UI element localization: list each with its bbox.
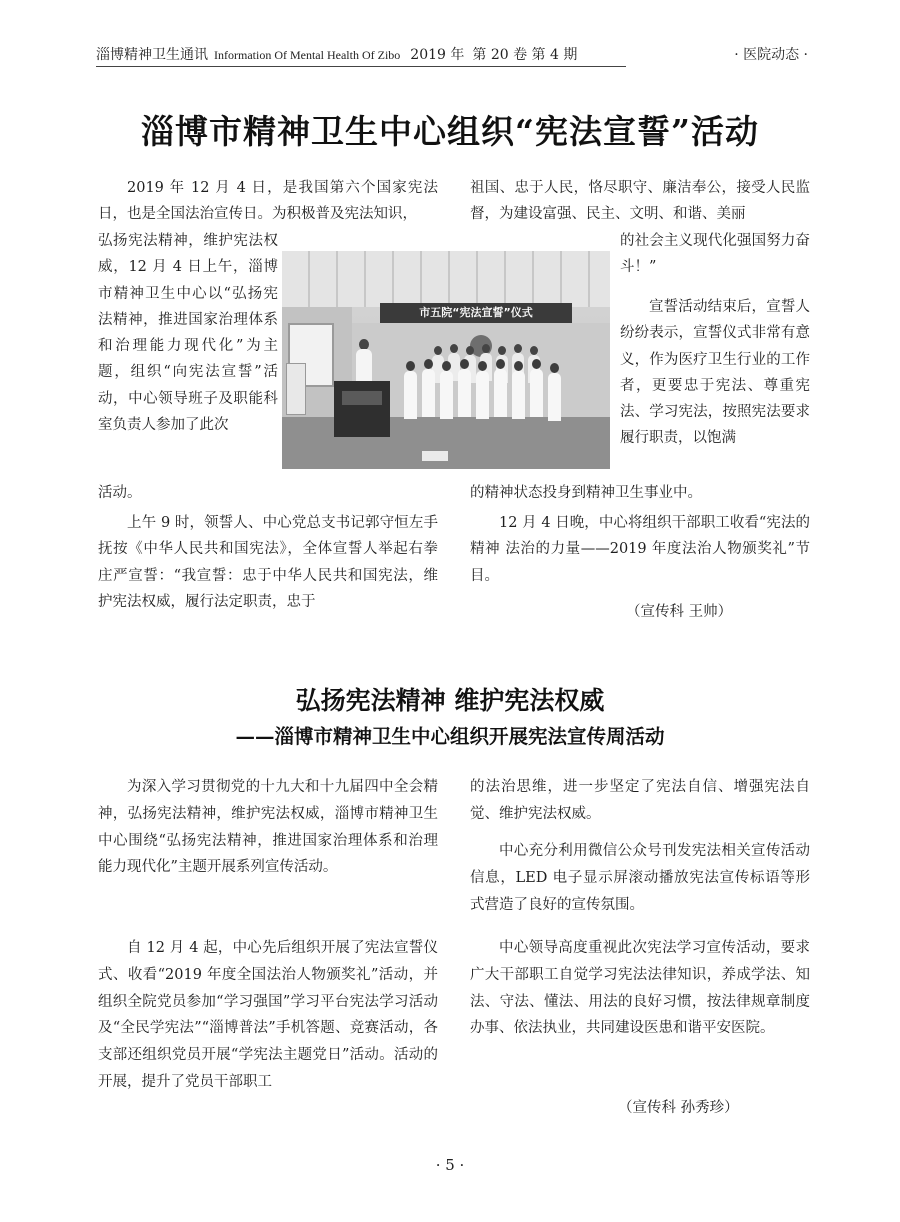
article1-left-p1-end: 活动。 [98,485,142,501]
journal-name-cn: 淄博精神卫生通讯 [96,47,208,63]
photo-person [476,371,489,419]
photo-air-conditioner [286,363,306,415]
article1-signature: （宣传科 王帅） [626,604,733,620]
photo-banner: 市五院“宪法宣誓”仪式 [380,303,572,323]
page-number: · 5 · [435,1156,465,1174]
photo-person [530,369,543,417]
photo-person [422,369,435,417]
header-divider [96,66,626,67]
article1-left-p2: 上午 9 时，领誓人、中心党总支书记郭守恒左手抚按《中华人民共和国宪法》，全体宣誓人举起右拳庄严宣誓：“我宣誓：忠于中华人民共和国宪法，维护宪法权威，履行法定职责，忠于 [98,515,438,610]
journal-volume-issue: 第 20 卷 第 4 期 [472,47,578,63]
photo-ceiling [282,251,610,307]
photo-person [458,369,471,417]
article1-right-p1-wrap: 的社会主义现代化强国努力奋斗！” [620,233,810,276]
article2-right-p3: 中心领导高度重视此次宪法学习宣传活动，要求广大干部职工自觉学习宪法法律知识，养成学法、知法、守法、懂法、用法的良好习惯，按法律规章制度办事、依法执业，共同建设医患和谐平安医院。 [470,940,810,1037]
article1-right-p2-end: 的精神状态投身到精神卫生事业中。 [470,485,702,501]
photo-person [440,371,453,419]
article1-right-p2-wrap: 宣誓活动结束后，宣誓人纷纷表示，宣誓仪式非常有意义，作为医疗卫生行业的工作者，更要忠于宪法、尊重宪法、学习宪法，按照宪法要求履行职责，以饱满 [620,299,810,447]
article1-left-p1-full: 2019 年 12 月 4 日，是我国第六个国家宪法日，也是全国法治宣传日。为积极普及宪法知识， [98,180,438,223]
photo-person [404,371,417,419]
section-label: · 医院动态 · [734,47,808,63]
photo-floor-box [422,451,448,461]
photo-floor [282,417,610,469]
photo-person [548,373,561,421]
journal-year: 2019 年 [410,47,465,63]
oath-ceremony-photo [282,251,610,469]
article2-signature: （宣传科 孙秀珍） [618,1100,739,1116]
photo-podium-plaque [342,391,382,405]
journal-name-en: Information Of Mental Health Of Zibo [214,48,401,62]
photo-podium [334,381,390,437]
article2-left-p1: 为深入学习贯彻党的十九大和十九届四中全会精神，弘扬宪法精神，维护宪法权威，淄博市精神卫生中心围绕“弘扬宪法精神，推进国家治理体系和治理能力现代化”主题开展系列宣传活动。 [98,779,438,876]
article2-right-p1: 的法治思维，进一步坚定了宪法自信、增强宪法自觉、维护宪法权威。 [470,779,810,822]
article2-left-p2: 自 12 月 4 起，中心先后组织开展了宪法宣誓仪式、收看“2019 年度全国法治人物颁奖礼”活动，并组织全院党员参加“学习强国”学习平台宪法学习活动及“全民学宪法”“淄博普法”手机答题、竞赛活动，各支部还组织党员开展“学宪法主题党日”活动。活动的开展，提升了党员干部职工 [98,940,438,1090]
article1-title: 淄博市精神卫生中心组织“宪法宣誓”活动 [141,112,759,151]
article2-title: 弘扬宪法精神 维护宪法权威 [295,686,605,715]
article2-subtitle: ——淄博市精神卫生中心组织开展宪法宣传周活动 [235,725,665,748]
article1-right-p1-full: 祖国、忠于人民，恪尽职守、廉洁奉公，接受人民监督，为建设富强、民主、文明、和谐、美丽 [470,180,810,223]
photo-speaker [356,349,372,383]
article1-left-p1-wrap: 弘扬宪法精神，维护宪法权威，12 月 4 日上午，淄博市精神卫生中心以“弘扬宪法精神，推进国家治理体系和治理能力现代化”为主题，组织“向宪法宣誓”活动，中心领导班子及职能科室负责人参加了此次 [98,233,278,434]
running-header [96,40,808,66]
photo-person [512,371,525,419]
article1-right-p3: 12 月 4 日晚，中心将组织干部职工收看“宪法的精神 法治的力量——2019 年度法治人物颁奖礼”节目。 [470,515,810,584]
article2-right-p2: 中心充分利用微信公众号刊发宪法相关宣传活动信息，LED 电子显示屏滚动播放宪法宣传标语等形式营造了良好的宣传氛围。 [470,843,810,913]
journal-info [96,44,577,64]
photo-person [494,369,507,417]
